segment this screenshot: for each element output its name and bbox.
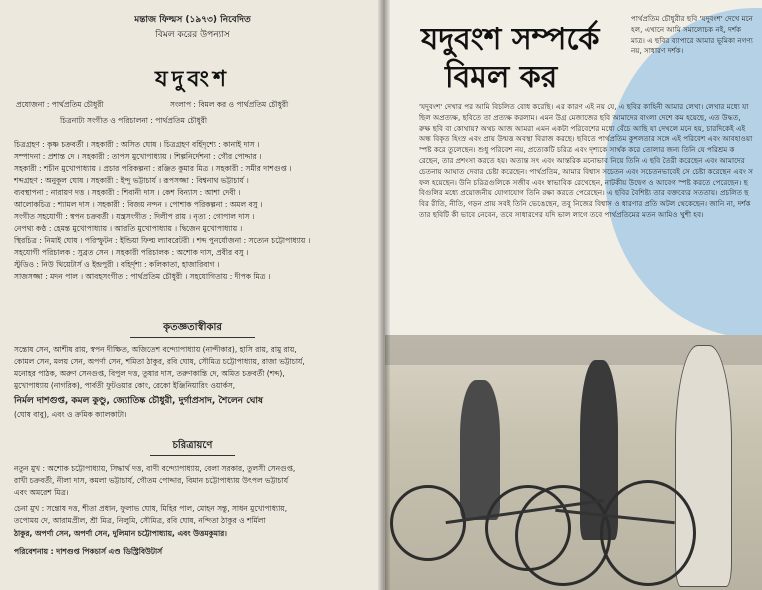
acknowledgement-line: সন্তোষ সেন, আশীষ রায়, স্বপন দীক্ষিত, অজিতেশ বন্দ্যোপাধ্যায় (নান্দীকার), হাসি রায়, রামু রায়, [14,345,297,354]
crew-line: নেপথ্য কণ্ঠ : হেমন্ত মুখোপাধ্যায় । আরতি মুখোপাধ্যায় । দ্বিজেন মুখোপাধ্যায় । [14,224,243,233]
cast-bold-line: ঠাকুর, অপর্ণা সেন, অপর্ণা সেন, দুলিমান চট্টোপাধ্যায়, এবং উত্তমকুমার। [14,529,227,538]
bicycle-wheel [600,480,696,586]
crew-line: সাজসজ্জা : মদন পাল । আবহসংগীত : পার্থপ্রতিম চৌধুরী । সহযোগিতায় : দীপক মিত্র । [14,272,271,281]
acknowledgement-end: (ঘোষ বাবু), এবং ও ক্রমিক ক্যালকাটা। [14,410,127,419]
person-silhouette [460,380,500,520]
cast-line: রাখী চক্রবর্তী, নীলা দাস, কমলা ভট্টাচার্য, গৌতম পোদ্দার, বিমান চট্টোপাধ্যায় উৎপল ভট্টাচার্য [14,476,289,485]
acknowledgement-bold-line: নির্মল দাশগুপ্ত, কমল কুণ্ডু, জ্যোতিষ্ক চৌধুরী, দুর্গাপ্রসাদ, শৈলেন ঘোষ [14,396,263,406]
crew-line: স্টুডিও : নিউ থিয়েটার্স ও ইন্দ্রপুরী । বহির্দৃশ্য : কলিকাতা, হাজারিবাগ । [14,260,220,269]
intro-column: পার্থপ্রতিম চৌধুরীর ছবি 'যদুবংশ' দেখে মনে হল, এখানে আমি সমালোচক নই, দর্শক মাত্র। এ ছবির ব্যাপারে আমার ভূমিকা নগণ্য নয়, সাধারণ দর্শক। [631,14,753,56]
essay-body: 'যদুবংশ' দেখার পর আমি বিচলিত বোধ করেছি। এর কারণ এই নয় যে, এ ছবির কাহিনী আমার লেখা। লেখার মধ্যে যা ছিল অপ্রত্যক্ষ, ছবিতে তা প্রত্যক্ষ করলাম। এমন উগ্র মেজাজের ছবি আমাদের বাংলা দেশে কম হয়েছে, এত উদ্ধত, রুক্ষ ছবি বা কোথায়? অথচ আজ আমরা এমন একটা পরিবেশের মধ্যে বেঁচে আছি যা দেখলে মনে হয়, চারদিকেই এই অন্ধ বিকৃত হিংস্র এবং প্রায় উন্মত্ত অবস্থা বিরাজ করছে। ছবিতে পার্থপ্রতিম কুশলতার সঙ্গে এই পরিবেশ এবং আবহাওয়া স্পষ্ট করে তুলেছেন। শুধু পরিবেশ নয়, প্রত্যেকটি চরিত্র এবং দৃশ্যকে সার্থক করে তোলার জন্য তিনি যে পরিশ্রম করেছেন, তার প্রশংসা করতে হয়। অত্যন্ত সৎ এবং আন্তরিক মনোভাব নিয়ে তিনি এ ছবি তৈরী করেছেন এবং আমাদের চেতনায় আঘাত দেবার চেষ্টা করেছেন। পার্থপ্রতিম, আমার বিশ্বাস সচেতন এবং সচেতনভাবেই সে চেষ্টা করেছেন এবং সফল হয়েছেন। উনি চরিত্রগুলিকে সজীব এবং স্বাভাবিক রেখেছেন, নাটকীয় উদ্বেগ ও আবেগ স্পষ্ট করতে পেরেছেন। ছবিগুলির মধ্যে প্রয়োজনীয় যোগাযোগ তিনি রক্ষা করতে পেরেছেন। এ ছবির বৈশিষ্ট্য তার বক্তব্যের সততায়। প্রচলিত ছবির রীতি, নীতি, গড়ন প্রায় সবই তিনি ভেঙেছেন, তবু নিজের বিশ্বাস ও ধারণার প্রতি অটল থেকেছেন। জানি না, দর্শক তার ছবিটি কী ভাবে নেবেন, তবে সাধারণের যদি ভাল লাগে তবে পার্থপ্রতিমের মতন আমিও খুশী হব। [419,102,753,219]
acknowledgement-line: মনোহর পাঠক, অরুণ সেনগুপ্ত, বিপুল দত্ত, তুষার দাস, তরুণকান্তি দে, অমিত চক্রবর্তী (শব্দ), [14,369,285,378]
crew-line: ব্যবস্থাপনা : নারায়ণ দত্ত । সহকারী : শিবানী দাস । কেশ বিন্যাস : আশা দেবী । [14,188,241,197]
story-by-line: বিমল করের উপন্যাস [155,30,230,40]
film-still-photo [385,335,762,590]
essay-headline-line1: যদুবংশ সম্পর্কে [421,22,600,57]
presenter-line: মন্তাজ ফিল্মস (১৯৭৩) নিবেদিত [134,15,251,25]
right-page-essay [385,0,762,590]
cast-line: নতুন মুখ : অশোক চট্টোপাধ্যায়, সিদ্ধার্থ দত্ত, বাণী বন্দ্যোপাধ্যায়, বেলা সরকার, তুলসী সেনগুপ্ত, [14,464,296,473]
dialogue-credit: সংলাপ : বিমল কর ও পার্থপ্রতিম চৌধুরী [170,100,289,109]
acknowledgement-line: মুখোপাধ্যায় (নাগরিক), পার্বতী ফুটওয়ার কোং, রেকো ইঞ্জিনিয়ারিং ওয়ার্কস, [14,381,236,390]
crew-line: চিত্রগ্রহণ : কৃষ্ণ চক্রবর্তী । সহকারী : অসিত ঘোষ । চিত্রগ্রহণ বর্হিদৃশ্যে : কানাই দাস । [14,140,260,149]
acknowledgement-heading: কৃতজ্ঞতাস্বীকার [163,322,222,333]
essay-headline-line2: বিমল কর [445,60,558,95]
crew-line: সংগীত সহযোগী : স্বপন চক্রবর্তী । যন্ত্রসংগীত : দিলীপ রায় । নৃত্য : গোপাল দাস । [14,212,255,221]
cast-line: এবং অমরেশ মিত্র। [14,488,69,497]
cast-heading: চরিত্রায়ণে [172,440,213,451]
heading-underline [150,455,235,456]
acknowledgement-line: কোমল সেন, মলয় সেন, অপর্ণা সেন, শমিতা ঠাকুর, রবি ঘোষ, সৌমিত্র চট্টোপাধ্যায়, রাজা ভট্টাচার্য, [14,357,305,366]
film-title: যদুবংশ [155,67,230,92]
crew-line: স্থিরচিত্র : নিমাই ঘোষ । পরিস্ফুটন : ইন্ডিয়া ফিল্ম ল্যাবরেটরী । শব্দ পুনর্যোজনা : সত্যেন চট্টোপাধ্যায় । [14,236,311,245]
production-credit: প্রযোজনা : পার্থপ্রতিম চৌধুরী [16,100,104,109]
crew-line: শব্দগ্রহণ : অনুকূল ঘোষ । সহকারী : ইন্দু ভট্টাচার্য । রূপসজ্জা : বিশ্বনাথ ভট্টাচার্য । [14,176,249,185]
bicycle-wheel [390,485,466,561]
crew-line: সহকারী : শচীন মুখোপাধ্যায় । প্রচার পরিকল্পনা : রঞ্জিত কুমার মিত্র । সহকারী : সমীর দাশগুপ্ত । [14,164,292,173]
crew-line: সহযোগী পরিচালক : সুব্রত সেন । সহকারী পরিচালক : অশোক দাস, প্রবীর বসু । [14,248,249,257]
distribution-credit: পরিবেশনায় : দাশগুপ্ত পিকচার্স এণ্ড ডিস্ট্রিবিউটার্স [14,547,163,556]
heading-underline [130,337,255,338]
book-gutter [378,0,390,590]
cast-line: চেনা মুখ : সন্তোষ দত্ত, শীতা প্রধান, ফুলাভ ঘোষ, মিহির পাল, মোহন সন্তু, সাধন মুখোপাধ্যায়, [14,504,288,513]
direction-credit: চিত্রনাট্য সংগীত ও পরিচালনা : পার্থপ্রতিম চৌধুরী [60,116,208,125]
crew-line: সম্পাদনা : প্রশান্ত দে । সহকারী : তাপস মুখোপাধ্যায় । শিল্পনির্দেশনা : গৌর পোদ্দার । [14,152,262,161]
cast-line: তপোময় দে, আরামপ্রীল, শ্রী মিত্র, নিলুমি, সৌমিত্র, রবি ঘোষ, নন্দিতা ঠাকুর ও শর্মিলা [14,516,266,525]
crew-line: আলোকচিত্র : শ্যামল দাস । সহকারী : বিজয় নন্দন । পোশাক পরিকল্পনা : অমল বসু । [14,200,263,209]
